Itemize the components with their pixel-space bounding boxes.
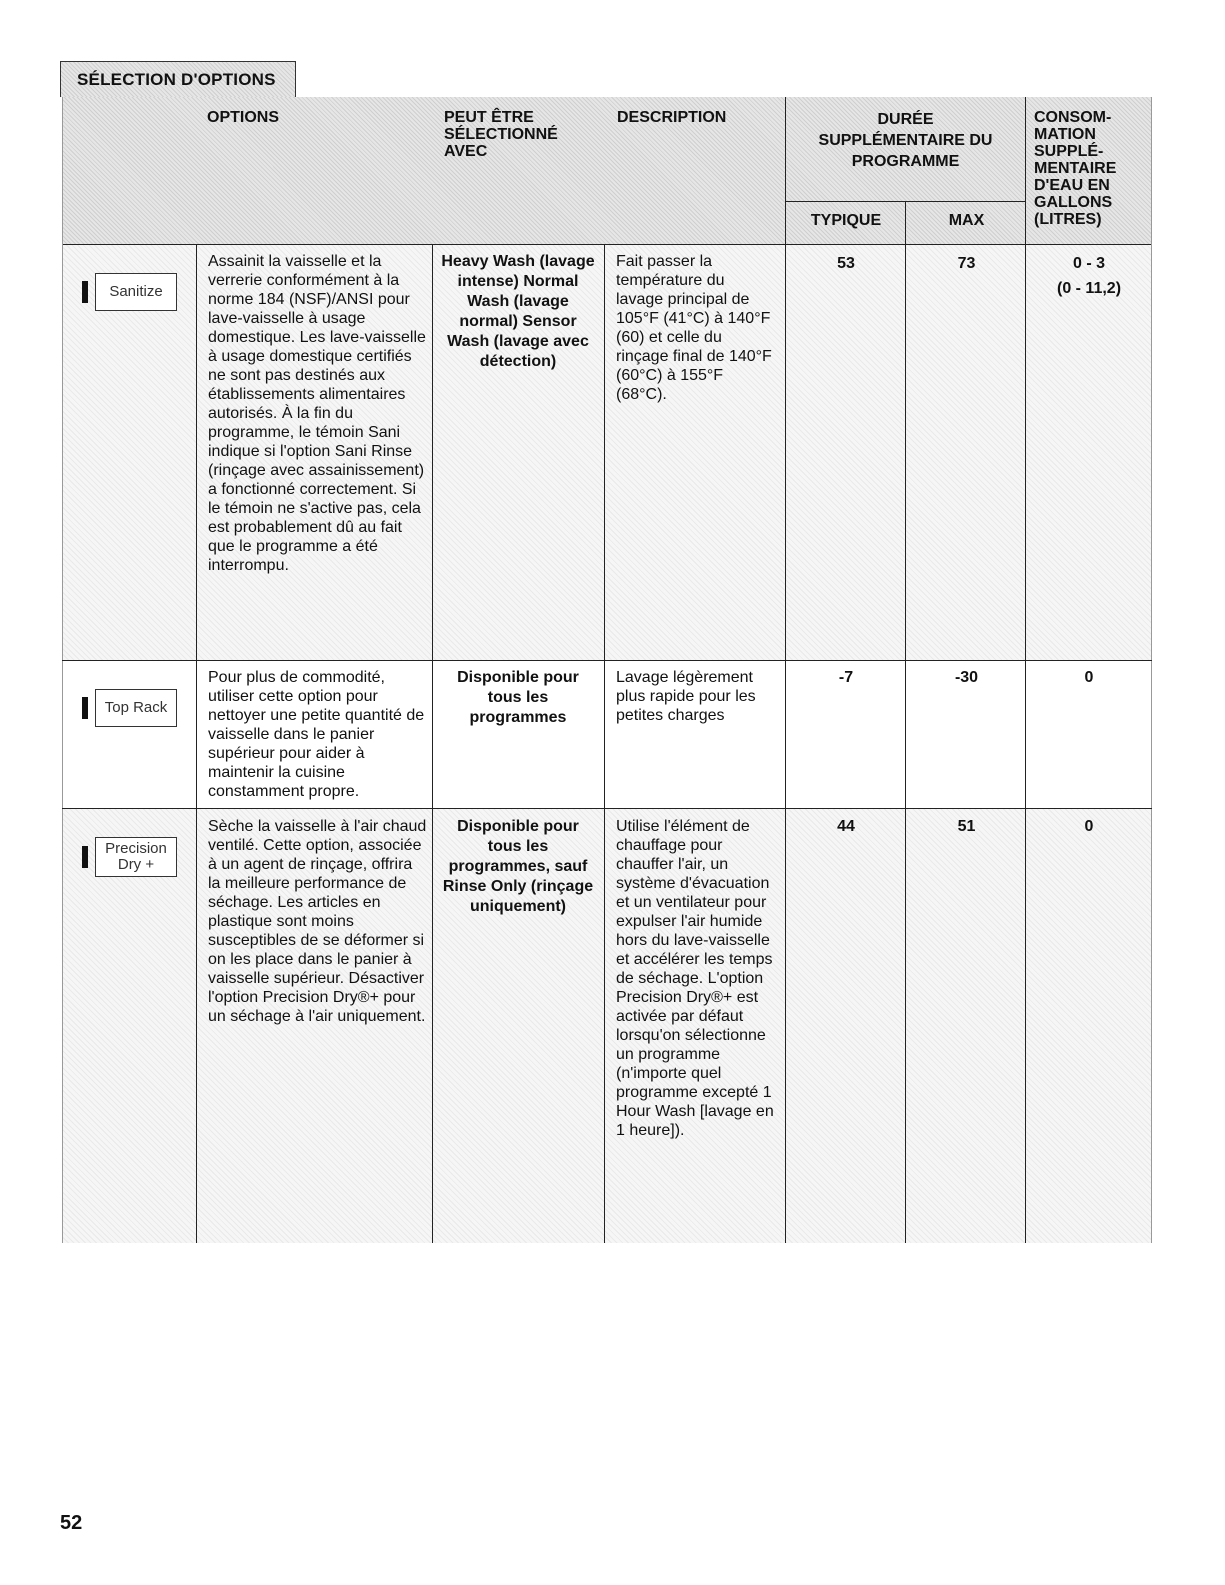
sanitize-description: Fait passer la température du lavage principal de 105°F (41°C) à 140°F (60) et celle du rinçage final de 140°F (60°C) à 155°F (68°C). — [616, 253, 772, 403]
sanitize-water-litres: (0 - 11,2) — [1056, 280, 1122, 297]
page-number: 52 — [60, 1512, 83, 1534]
divider — [196, 244, 197, 1243]
sanitize-option[interactable] — [82, 273, 177, 311]
precision-dry-selectable-with: Disponible pour tous les programmes, sauf Rinse Only (rinçage uniquement) — [442, 818, 594, 915]
indicator-bar-icon — [82, 846, 88, 868]
divider — [62, 808, 1152, 809]
precision-dry-typical: 44 — [837, 818, 855, 835]
divider — [604, 244, 605, 1243]
precision-dry-description: Utilise l'élément de chauffage pour chauffer l'air, un système d'évacuation et un ventilateur pour expulser l'air humide hors du lave-vaisselle et accélérer les temps de séchage. L'option Precision Dry®+ est activée par défaut lorsqu'on sélectionne un programme (n'importe quel programme excepté 1 Hour Wash [lavage en 1 heure]). — [616, 818, 774, 1139]
divider — [62, 244, 1152, 245]
divider — [62, 97, 63, 1243]
options-table — [62, 97, 1152, 1243]
header-description: DESCRIPTION — [617, 109, 727, 126]
precision-dry-water: 0 — [1084, 818, 1094, 835]
section-title-tab — [60, 61, 296, 97]
sanitize-button-label: Sanitize — [95, 273, 177, 311]
sanitize-selectable-with: Heavy Wash (lavage intense) Normal Wash (lavage normal) Sensor Wash (lavage avec détection) — [441, 253, 595, 370]
header-options: OPTIONS — [207, 109, 280, 126]
header-typical: TYPIQUE — [810, 212, 882, 229]
top-rack-description: Lavage légèrement plus rapide pour les petites charges — [616, 669, 756, 724]
precision-dry-max: 51 — [957, 818, 976, 835]
header-extra-water: CONSOM- MATION SUPPLÉ- MENTAIRE D'EAU EN GALLONS (LITRES) — [1034, 109, 1117, 228]
divider — [62, 660, 1152, 661]
indicator-bar-icon — [82, 281, 88, 303]
divider — [432, 244, 433, 1243]
top-rack-option[interactable] — [82, 689, 177, 727]
sanitize-typical: 53 — [837, 255, 855, 272]
indicator-bar-icon — [82, 697, 88, 719]
precision-dry-button-label: Precision Dry + — [95, 837, 177, 877]
divider — [905, 201, 906, 1243]
top-rack-max: -30 — [954, 669, 979, 686]
top-rack-option-text: Pour plus de commodité, utiliser cette option pour nettoyer une petite quantité de vaisselle dans le panier supérieur pour aider à maintenir la cuisine constamment propre. — [208, 669, 425, 800]
header-selectable-with: PEUT ÊTRE SÉLECTIONNÉ AVEC — [444, 109, 558, 160]
top-rack-typical: -7 — [838, 669, 854, 686]
sanitize-max: 73 — [957, 255, 976, 272]
top-rack-button-label: Top Rack — [95, 689, 177, 727]
top-rack-selectable-with: Disponible pour tous les programmes — [457, 669, 579, 726]
section-title: SÉLECTION D'OPTIONS — [77, 70, 276, 89]
sanitize-water: 0 - 3 — [1072, 255, 1105, 272]
header-max: MAX — [948, 212, 985, 229]
precision-dry-option[interactable] — [82, 837, 177, 877]
header-extra-time: DURÉE SUPPLÉMENTAIRE DU PROGRAMME — [818, 111, 993, 170]
sanitize-option-text: Assainit la vaisselle et la verrerie conformément à la norme 184 (NSF)/ANSI pour lave-vaisselle à usage domestique. Les lave-vaisselle à usage domestique certifiés ne sont pas destinés aux établissements alimentaires autorisés. À la fin du programme, le témoin Sani indique si l'option Sani Rinse (rinçage avec assainissement) a fonctionné correctement. Si le témoin ne s'active pas, cela est probablement dû au fait que le programme a été interrompu. — [208, 253, 426, 574]
precision-dry-option-text: Sèche la vaisselle à l'air chaud ventilé. Cette option, associée à un agent de rinçage, offrira la meilleure performance de séchage. Les articles en plastique sont moins susceptibles de se déformer si on les place dans le panier à vaisselle supérieur. Désactiver l'option Precision Dry®+ pour un séchage à l'air uniquement. — [208, 818, 427, 1025]
top-rack-water: 0 — [1084, 669, 1094, 686]
